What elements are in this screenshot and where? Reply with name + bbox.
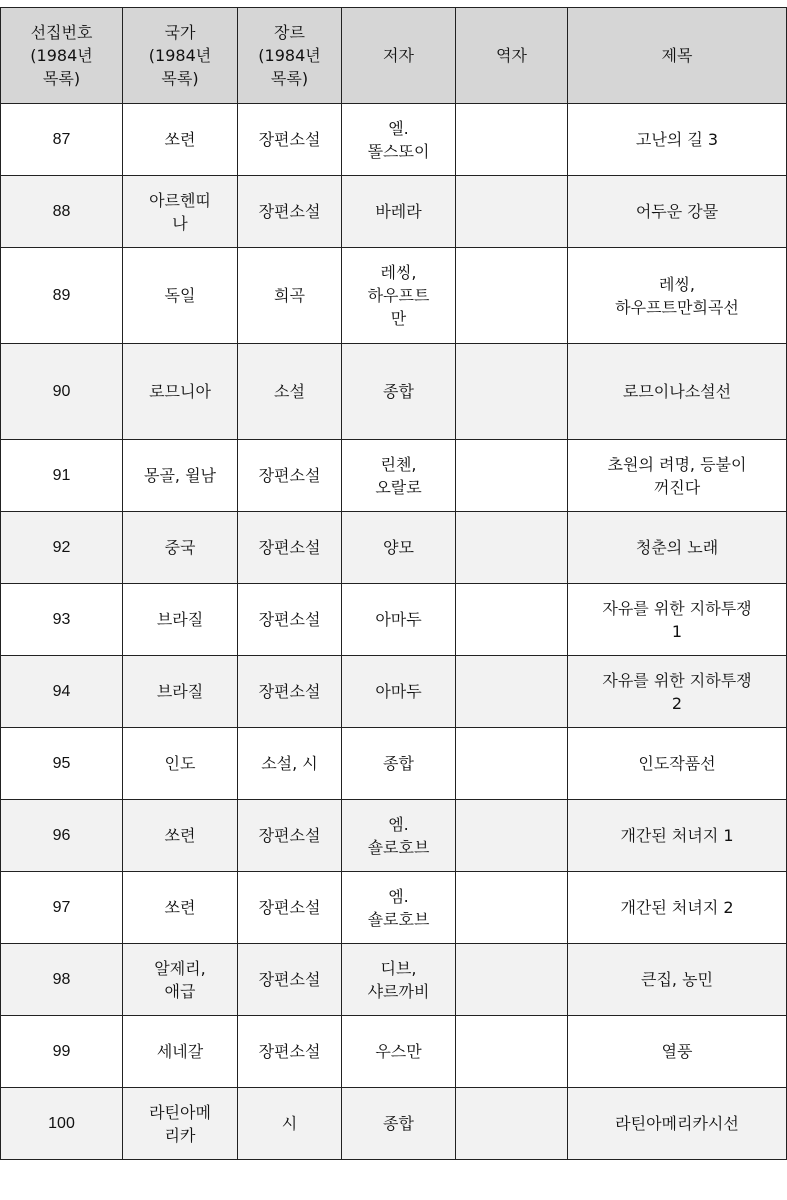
cell-genre-line: 장편소설 — [258, 898, 321, 917]
cell-country-line: 쏘련 — [164, 130, 196, 149]
table-row — [1, 176, 787, 248]
cell-author-line: 엠. — [388, 814, 409, 834]
cell-country — [123, 512, 238, 584]
cell-genre — [238, 248, 342, 344]
cell-author-line: 하우프트 — [367, 286, 430, 305]
cell-country-line: 브라질 — [156, 610, 204, 629]
header-line: 목록) — [42, 69, 81, 88]
cell-country — [123, 344, 238, 440]
cell-translator — [456, 944, 568, 1016]
cell-author — [342, 584, 456, 656]
cell-genre-line: 장편소설 — [258, 466, 321, 485]
cell-author — [342, 800, 456, 872]
cell-selection-number: 91 — [1, 440, 123, 512]
cell-genre-line: 소설, 시 — [261, 754, 318, 773]
cell-title-line: 로므이나소설선 — [622, 382, 732, 401]
header-line: 국가 — [164, 23, 196, 42]
cell-author-line: 린첸, — [380, 454, 417, 474]
cell-genre-line: 희곡 — [274, 286, 305, 305]
cell-genre-line: 시 — [281, 1114, 298, 1133]
cell-country-line: 아르헨띠 — [149, 190, 211, 210]
cell-country-line: 브라질 — [156, 682, 204, 701]
cell-title-line: 청춘의 노래 — [635, 538, 719, 557]
cell-title-line: 꺼진다 — [653, 477, 701, 497]
cell-title-line: 어두운 강물 — [635, 202, 719, 221]
table-row — [1, 944, 787, 1016]
cell-country-line: 나 — [172, 213, 188, 233]
cell-country-line: 라틴아메 — [149, 1102, 211, 1122]
cell-author-line: 바레라 — [375, 202, 422, 221]
cell-genre-line: 장편소설 — [258, 970, 321, 989]
cell-translator — [456, 176, 568, 248]
cell-country — [123, 104, 238, 176]
cell-translator — [456, 1016, 568, 1088]
table-header — [1, 8, 787, 104]
cell-selection-number: 88 — [1, 176, 123, 248]
table-row — [1, 656, 787, 728]
cell-genre — [238, 512, 342, 584]
cell-country-line: 중국 — [164, 538, 196, 557]
cell-selection-number: 99 — [1, 1016, 123, 1088]
cell-translator — [456, 1088, 568, 1160]
cell-translator — [456, 728, 568, 800]
header-line: 목록) — [270, 69, 309, 88]
cell-translator — [456, 344, 568, 440]
cell-author — [342, 344, 456, 440]
cell-title — [568, 440, 787, 512]
cell-genre-line: 장편소설 — [258, 826, 321, 845]
table-row — [1, 248, 787, 344]
cell-title-line: 1 — [671, 621, 683, 641]
cell-title-line: 큰집, 농민 — [641, 970, 713, 989]
header-genre — [238, 8, 342, 104]
cell-genre-line: 장편소설 — [258, 610, 321, 629]
cell-selection-number: 96 — [1, 800, 123, 872]
cell-title-line: 고난의 길 3 — [635, 130, 719, 149]
table-row — [1, 440, 787, 512]
cell-selection-number: 87 — [1, 104, 123, 176]
cell-genre — [238, 728, 342, 800]
cell-selection-number: 93 — [1, 584, 123, 656]
cell-title-line: 2 — [671, 693, 683, 713]
cell-author-line: 엘. — [388, 118, 409, 138]
cell-genre — [238, 656, 342, 728]
cell-title — [568, 104, 787, 176]
cell-author — [342, 176, 456, 248]
cell-country-line: 몽골, 윌남 — [144, 466, 216, 485]
cell-author — [342, 728, 456, 800]
cell-genre — [238, 872, 342, 944]
cell-translator — [456, 104, 568, 176]
cell-genre-line: 장편소설 — [258, 1042, 321, 1061]
cell-title — [568, 344, 787, 440]
cell-selection-number: 90 — [1, 344, 123, 440]
header-line: 제목 — [661, 46, 693, 65]
cell-country — [123, 440, 238, 512]
cell-translator — [456, 872, 568, 944]
cell-title — [568, 584, 787, 656]
cell-title-line: 인도작품선 — [638, 754, 716, 773]
cell-translator — [456, 584, 568, 656]
cell-country-line: 세네갈 — [156, 1042, 204, 1061]
cell-title-line: 레씽, — [659, 274, 695, 294]
cell-title-line: 하우프트만희곡선 — [615, 297, 739, 317]
header-line: (1984년 — [258, 46, 321, 65]
cell-translator — [456, 512, 568, 584]
cell-title-line: 초원의 려명, 등불이 — [607, 454, 747, 474]
table-row — [1, 1016, 787, 1088]
cell-title-line: 개간된 처녀지 2 — [620, 898, 734, 917]
header-line: 장르 — [274, 23, 305, 42]
cell-title-line: 개간된 처녀지 1 — [620, 826, 734, 845]
cell-title-line: 자유를 위한 지하투쟁 — [602, 598, 752, 618]
cell-translator — [456, 440, 568, 512]
cell-country — [123, 728, 238, 800]
cell-title — [568, 728, 787, 800]
cell-title-line: 자유를 위한 지하투쟁 — [602, 670, 752, 690]
cell-author — [342, 656, 456, 728]
cell-translator — [456, 248, 568, 344]
cell-author — [342, 440, 456, 512]
cell-country — [123, 872, 238, 944]
cell-author-line: 레씽, — [380, 263, 417, 282]
header-row — [1, 8, 787, 104]
cell-author-line: 우스만 — [375, 1042, 422, 1061]
cell-author — [342, 1016, 456, 1088]
cell-title-line: 열풍 — [661, 1042, 693, 1061]
catalog-table-container — [0, 7, 786, 1160]
cell-author-line: 종합 — [383, 382, 414, 401]
cell-genre-line: 장편소설 — [258, 130, 321, 149]
cell-country — [123, 1088, 238, 1160]
cell-title-line: 라틴아메리카시선 — [615, 1114, 739, 1133]
cell-country-line: 애급 — [164, 981, 196, 1001]
cell-title — [568, 248, 787, 344]
cell-country — [123, 248, 238, 344]
cell-author — [342, 872, 456, 944]
cell-genre — [238, 104, 342, 176]
cell-author-line: 똘스또이 — [367, 141, 430, 161]
cell-genre — [238, 344, 342, 440]
cell-selection-number: 98 — [1, 944, 123, 1016]
cell-genre — [238, 1016, 342, 1088]
cell-country-line: 쏘련 — [164, 826, 196, 845]
cell-country — [123, 800, 238, 872]
cell-title — [568, 872, 787, 944]
cell-selection-number: 94 — [1, 656, 123, 728]
cell-country — [123, 1016, 238, 1088]
cell-country — [123, 944, 238, 1016]
cell-author-line: 아마두 — [375, 682, 422, 701]
table-row — [1, 728, 787, 800]
cell-genre — [238, 584, 342, 656]
cell-title — [568, 176, 787, 248]
table-row — [1, 800, 787, 872]
table-row — [1, 584, 787, 656]
cell-title — [568, 656, 787, 728]
table-row — [1, 512, 787, 584]
cell-author — [342, 512, 456, 584]
header-country — [123, 8, 238, 104]
header-translator — [456, 8, 568, 104]
cell-author-line: 숄로호브 — [367, 909, 430, 929]
cell-genre — [238, 944, 342, 1016]
cell-author-line: 종합 — [383, 1114, 414, 1133]
cell-selection-number: 100 — [1, 1088, 123, 1160]
cell-author-line: 엠. — [388, 886, 409, 906]
cell-country-line: 알제리, — [154, 958, 206, 978]
cell-genre-line: 장편소설 — [258, 202, 321, 221]
table-row — [1, 1088, 787, 1160]
cell-genre-line: 소설 — [274, 382, 305, 401]
cell-selection-number: 97 — [1, 872, 123, 944]
header-line: 역자 — [496, 46, 527, 65]
cell-country-line: 리카 — [164, 1125, 196, 1145]
cell-country — [123, 584, 238, 656]
header-line: 목록) — [161, 69, 199, 88]
cell-author-line: 샤르까비 — [367, 981, 430, 1001]
cell-genre — [238, 1088, 342, 1160]
cell-genre — [238, 440, 342, 512]
cell-author-line: 양모 — [383, 538, 414, 557]
cell-author — [342, 1088, 456, 1160]
cell-country-line: 쏘련 — [164, 898, 196, 917]
cell-author-line: 아마두 — [375, 610, 422, 629]
cell-title — [568, 1088, 787, 1160]
table-row — [1, 872, 787, 944]
header-line: (1984년 — [148, 46, 212, 65]
header-line: (1984년 — [30, 46, 93, 65]
cell-author-line: 디브, — [380, 958, 417, 978]
header-author — [342, 8, 456, 104]
cell-selection-number: 95 — [1, 728, 123, 800]
table-row — [1, 344, 787, 440]
cell-title — [568, 944, 787, 1016]
cell-selection-number: 92 — [1, 512, 123, 584]
cell-genre — [238, 176, 342, 248]
cell-author-line: 만 — [390, 309, 407, 328]
table-body — [1, 104, 787, 1160]
cell-author — [342, 104, 456, 176]
cell-title — [568, 800, 787, 872]
header-selection-number — [1, 8, 123, 104]
cell-country — [123, 176, 238, 248]
cell-selection-number: 89 — [1, 248, 123, 344]
cell-author-line: 오랄로 — [375, 477, 422, 497]
header-title — [568, 8, 787, 104]
cell-country-line: 독일 — [164, 286, 196, 305]
cell-author — [342, 944, 456, 1016]
cell-country-line: 인도 — [164, 754, 196, 773]
table-row — [1, 104, 787, 176]
catalog-table — [0, 7, 787, 1160]
cell-title — [568, 512, 787, 584]
cell-author — [342, 248, 456, 344]
cell-country — [123, 656, 238, 728]
cell-country-line: 로므니아 — [149, 382, 211, 401]
cell-author-line: 종합 — [383, 754, 414, 773]
cell-translator — [456, 656, 568, 728]
cell-author-line: 숄로호브 — [367, 837, 430, 857]
cell-title — [568, 1016, 787, 1088]
cell-genre-line: 장편소설 — [258, 682, 321, 701]
cell-genre-line: 장편소설 — [258, 538, 321, 557]
cell-translator — [456, 800, 568, 872]
header-line: 선집번호 — [30, 23, 93, 42]
header-line: 저자 — [383, 46, 414, 65]
cell-genre — [238, 800, 342, 872]
